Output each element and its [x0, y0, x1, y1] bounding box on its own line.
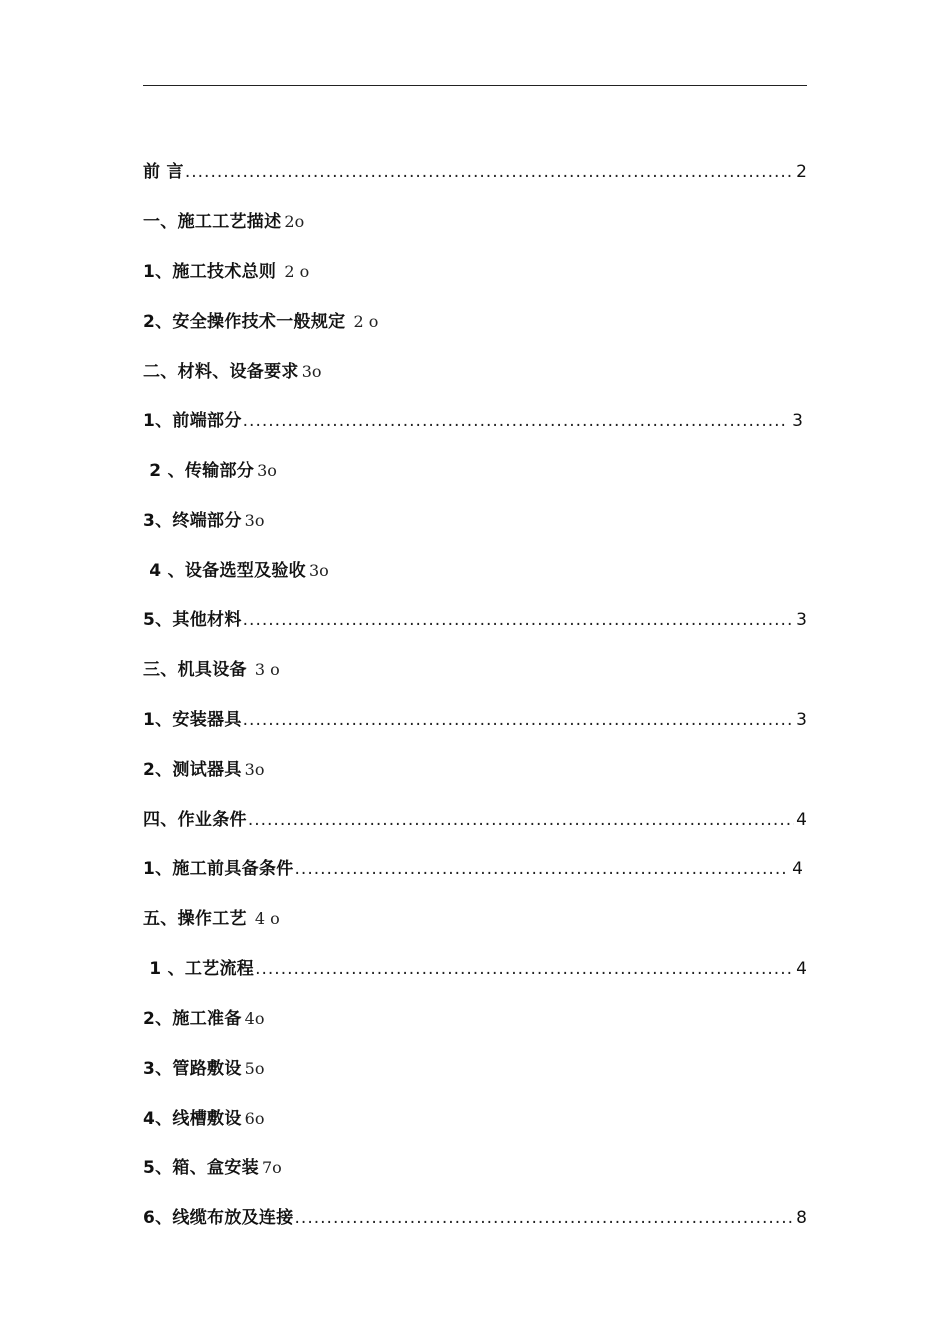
toc-page-number: 2	[284, 212, 295, 231]
toc-page-suffix: o	[254, 760, 265, 779]
toc-entry-16[interactable]	[143, 956, 807, 982]
toc-page-suffix: o	[267, 461, 277, 480]
toc-page-suffix: o	[270, 660, 280, 679]
toc-title: 2 、传输部分	[143, 461, 255, 481]
toc-title: 1、施工前具备条件	[143, 859, 294, 879]
toc-page-number: 7	[261, 1158, 273, 1177]
toc-page-suffix: o	[311, 362, 322, 381]
toc-page-suffix: o	[294, 212, 305, 231]
toc-page-number: 3	[249, 660, 271, 679]
toc-page-number: 4	[249, 909, 271, 928]
toc-page-number: 3	[796, 710, 807, 730]
toc-page-number: 3	[301, 362, 312, 381]
toc-page-number: 3	[257, 461, 268, 480]
toc-page-number: 3	[244, 511, 255, 530]
toc-title: 1、安装器具	[143, 710, 242, 730]
toc-page-suffix: o	[254, 511, 265, 530]
toc-page-suffix: o	[254, 1059, 265, 1078]
toc-page-suffix: o	[368, 312, 379, 331]
toc-leader	[255, 956, 794, 982]
toc-page-number: 5	[244, 1059, 255, 1078]
toc-entry-6[interactable]	[143, 458, 277, 484]
toc-entry-18[interactable]	[143, 1056, 264, 1082]
toc-title: 4 、设备选型及验收	[143, 561, 306, 581]
toc-title: 1、前端部分	[143, 411, 242, 431]
toc-page-number: 3	[244, 760, 255, 779]
toc-leader	[295, 1205, 795, 1231]
toc-entry-8[interactable]	[143, 558, 329, 584]
toc-entry-17[interactable]	[143, 1006, 264, 1032]
toc-entry-11[interactable]	[143, 707, 807, 733]
toc-leader	[295, 856, 785, 882]
toc-leader	[185, 159, 794, 185]
toc-title: 4、线槽敷设	[143, 1109, 242, 1129]
toc-entry-14[interactable]	[143, 856, 803, 882]
toc-page-number: 4	[796, 959, 807, 979]
toc-title: 1、施工技术总则	[143, 262, 277, 282]
toc-entry-3[interactable]	[143, 309, 378, 335]
toc-entry-20[interactable]	[143, 1155, 282, 1181]
toc-page-number: 3	[308, 561, 320, 580]
toc-title: 2、施工准备	[143, 1009, 242, 1029]
toc-page-number: 4	[786, 859, 803, 879]
toc-title: 五、操作工艺	[143, 909, 247, 929]
toc-title: 3、终端部分	[143, 511, 242, 531]
toc-entry-10[interactable]	[143, 657, 280, 683]
toc-page-suffix: o	[254, 1009, 265, 1028]
toc-leader	[248, 807, 794, 833]
toc-leader	[243, 707, 795, 733]
toc-page-suffix: o	[299, 262, 310, 281]
toc-page-number: 4	[244, 1009, 255, 1028]
toc-entry-2[interactable]	[143, 259, 309, 285]
toc-page-suffix: o	[270, 909, 280, 928]
toc-title: 二、材料、设备要求	[143, 362, 299, 382]
toc-title: 四、作业条件	[143, 810, 247, 830]
toc-page-number: 2	[279, 262, 300, 281]
toc-entry-21[interactable]	[143, 1205, 807, 1231]
toc-page-number: 6	[244, 1109, 255, 1128]
toc-entry-15[interactable]	[143, 906, 280, 932]
toc-entry-0[interactable]	[143, 159, 807, 185]
toc-page-suffix: o	[254, 1109, 265, 1128]
toc-page-number: 2	[796, 162, 807, 182]
toc-entry-13[interactable]	[143, 807, 807, 833]
toc-page-suffix: o	[272, 1158, 282, 1177]
toc-title: 5、其他材料	[143, 610, 242, 630]
toc-title: 2、测试器具	[143, 760, 242, 780]
toc-leader	[243, 607, 795, 633]
toc-entry-4[interactable]	[143, 359, 322, 385]
toc-entry-19[interactable]	[143, 1106, 264, 1132]
toc-title: 前 言	[143, 162, 184, 182]
toc-page-number: 2	[348, 312, 369, 331]
toc-page-number: 8	[796, 1208, 807, 1228]
toc-leader	[243, 408, 785, 434]
toc-title: 三、机具设备	[143, 660, 247, 680]
toc-page-number: 4	[796, 810, 807, 830]
toc-title: 6、线缆布放及连接	[143, 1208, 294, 1228]
toc-entry-1[interactable]	[143, 209, 304, 235]
toc-title: 3、管路敷设	[143, 1059, 242, 1079]
toc-entry-5[interactable]	[143, 408, 803, 434]
toc-entry-7[interactable]	[143, 508, 264, 534]
toc-entry-9[interactable]	[143, 607, 807, 633]
toc-entry-12[interactable]	[143, 757, 264, 783]
toc-page-number: 3	[786, 411, 803, 431]
toc-title: 一、施工工艺描述	[143, 212, 282, 232]
toc-title: 1 、工艺流程	[143, 959, 255, 979]
toc-page-number: 3	[796, 610, 807, 630]
toc-title: 2、安全操作技术一般规定	[143, 312, 346, 332]
toc-page-suffix: o	[319, 561, 329, 580]
toc-title: 5、箱、盒安装	[143, 1158, 259, 1178]
